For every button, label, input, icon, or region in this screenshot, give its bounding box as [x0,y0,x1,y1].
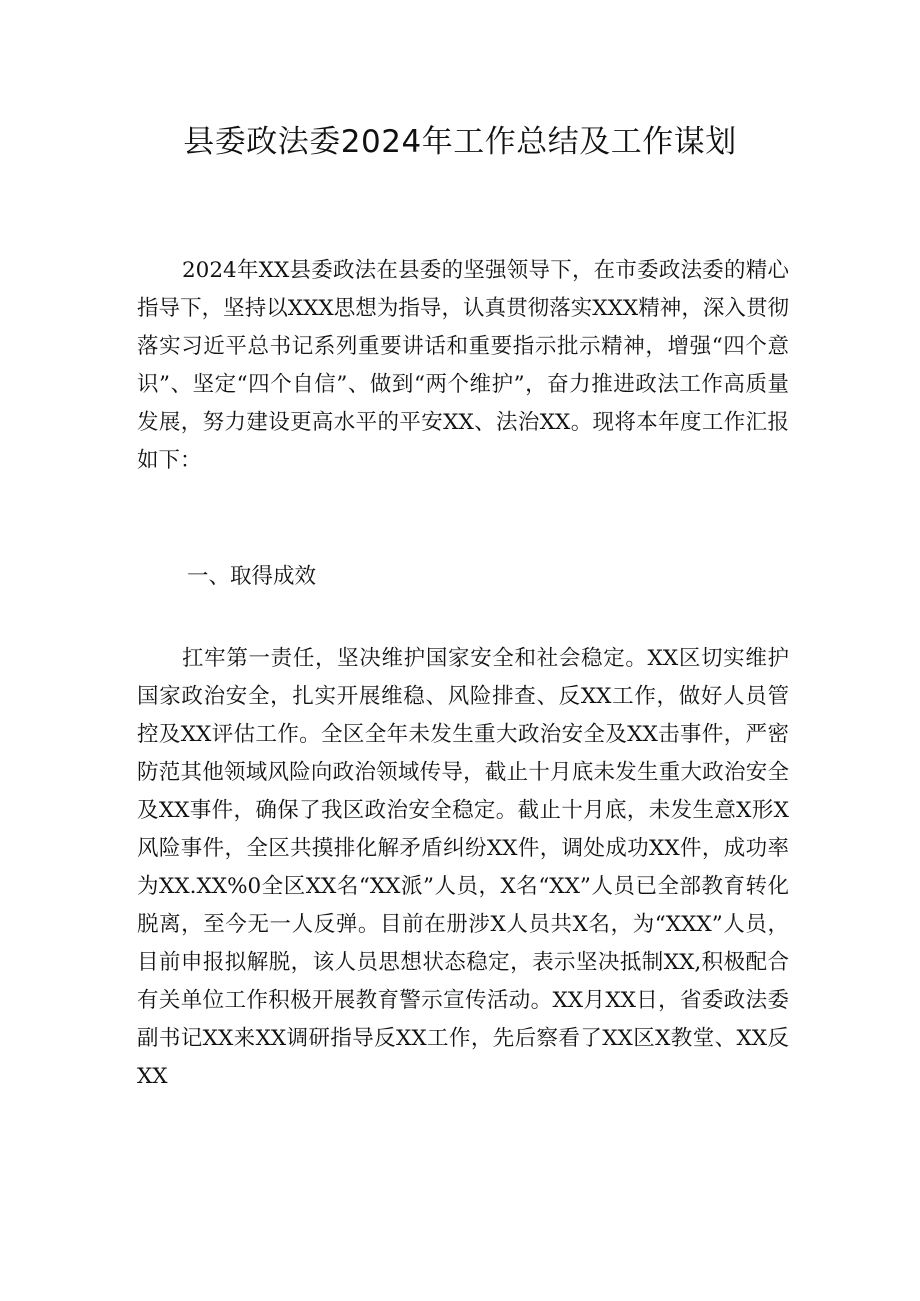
section-heading: 一、取得成效 [187,564,317,589]
section-paragraph: 扛牢第一责任，坚决维护国家安全和社会稳定。XX区切实维护国家政治安全，扎实开展维稳、风险排查、反XX工作，做好人员管控及XX评估工作。全区全年未发生重大政治安全及XX击事件，严密防范其他领域风险向政治领域传导，截止十月底未发生重大政治安全及XX事件，确保了我区政治安全稳定。截止十月底，未发生意X形X风险事件，全区共摸排化解矛盾纠纷XX件，调处成功XX件，成功率为XX.XX%0全区XX名“XX派”人员，X名“XX”人员已全部教育转化脱离，至今无一人反弹。目前在册涉X人员共X名，为“XXX”人员，目前申报拟解脱，该人员思想状态稳定，表示坚决抵制XX,积极配合有关单位工作积极开展教育警示宣传活动。XX月XX日，省委政法委副书记XX来XX调研指导反XX工作，先后察看了XX区X教堂、XX反XX [137,646,789,1089]
document-title: 县委政法委2024年工作总结及工作谋划 [183,124,737,160]
intro-paragraph: 2024年XX县委政法在县委的坚强领导下，在市委政法委的精心指导下，坚持以XXX思想为指导，认真贯彻落实XXX精神，深入贯彻落实习近平总书记系列重要讲话和重要指示批示精神，增强“四个意识”、坚定“四个自信”、做到“两个维护”，奋力推进政法工作高质量发展，努力建设更高水平的平安XX、法治XX。现将本年度工作汇报如下： [137,258,789,473]
